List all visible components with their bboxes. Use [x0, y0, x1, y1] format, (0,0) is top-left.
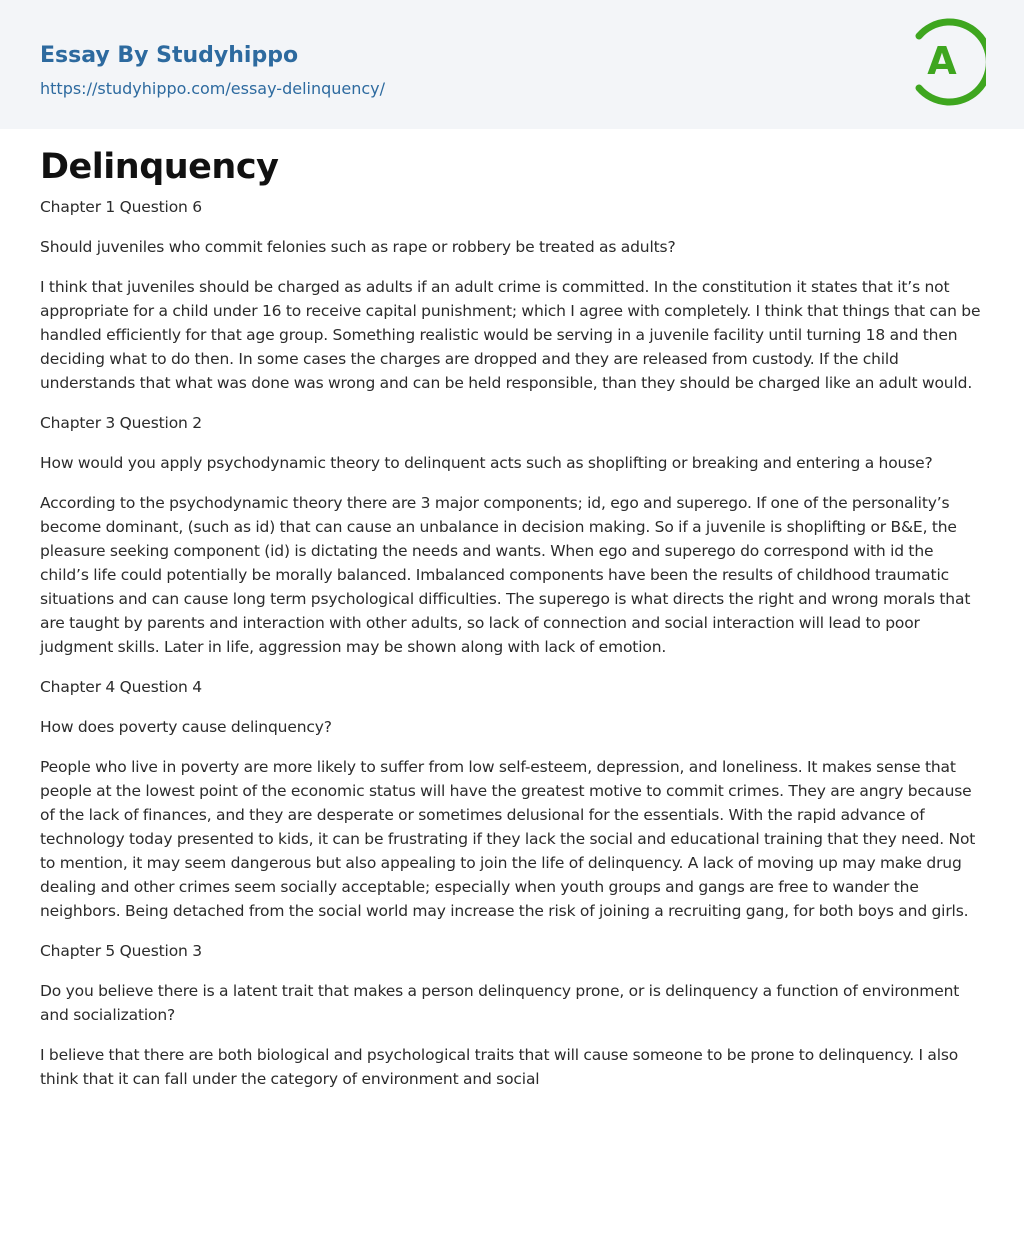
- essay-content: [0, 129, 1024, 1091]
- essay-url-link[interactable]: https://studyhippo.com/essay-delinquency/: [40, 79, 386, 98]
- chapter-heading: Chapter 3 Question 2: [40, 414, 202, 432]
- chapter-heading: Chapter 4 Question 4: [40, 678, 202, 696]
- question-text: Do you believe there is a latent trait that makes a person delinquency prone, or is delinquency a function of environment and socialization?: [40, 982, 960, 1024]
- essay-title: Delinquency: [40, 147, 279, 187]
- site-title: Essay By Studyhippo: [40, 43, 299, 68]
- answer-paragraph: I think that juveniles should be charged as adults if an adult crime is committed. In the constitution it states that it’s not appropriate for a child under 16 to receive capital punishment; which I agree with completely. I think that things that can be handled efficiently for that age group. Something realistic would be serving in a juvenile facility until turning 18 and then deciding what to do then. In some cases the charges are dropped and they are released from custody. If the child understands that what was done was wrong and can be held responsible, than they should be charged like an adult would.: [40, 278, 981, 392]
- question-text: How would you apply psychodynamic theory to delinquent acts such as shoplifting or breaking and entering a house?: [40, 454, 933, 472]
- question-text: How does poverty cause delinquency?: [40, 718, 332, 736]
- chapter-heading: Chapter 1 Question 6: [40, 198, 202, 216]
- question-text: Should juveniles who commit felonies such as rape or robbery be treated as adults?: [40, 238, 676, 256]
- page-header: [0, 0, 1024, 129]
- studyhippo-logo-icon: [914, 18, 986, 106]
- answer-paragraph: I believe that there are both biological and psychological traits that will cause someone to be prone to delinquency. I also think that it can fall under the category of environment and social: [40, 1046, 959, 1088]
- chapter-heading: Chapter 5 Question 3: [40, 942, 202, 960]
- logo-letter: A: [927, 39, 957, 83]
- answer-paragraph: People who live in poverty are more likely to suffer from low self-esteem, depression, and loneliness. It makes sense that people at the lowest point of the economic status will have the greatest motive to commit crimes. They are angry because of the lack of finances, and they are desperate or sometimes delusional for the essentials. With the rapid advance of technology today presented to kids, it can be frustrating if they lack the social and educational training that they need. Not to mention, it may seem dangerous but also appealing to join the life of delinquency. A lack of moving up may make drug dealing and other crimes seem socially acceptable; especially when youth groups and gangs are free to wander the neighbors. Being detached from the social world may increase the risk of joining a recruiting gang, for both boys and girls.: [40, 758, 976, 920]
- answer-paragraph: According to the psychodynamic theory there are 3 major components; id, ego and superego. If one of the personality’s become dominant, (such as id) that can cause an unbalance in decision making. So if a juvenile is shoplifting or B&E, the pleasure seeking component (id) is dictating the needs and wants. When ego and superego do correspond with id the child’s life could potentially be morally balanced. Imbalanced components have been the results of childhood traumatic situations and can cause long term psychological difficulties. The superego is what directs the right and wrong morals that are taught by parents and interaction with other adults, so lack of connection and social interaction will lead to poor judgment skills. Later in life, aggression may be shown along with lack of emotion.: [40, 494, 971, 656]
